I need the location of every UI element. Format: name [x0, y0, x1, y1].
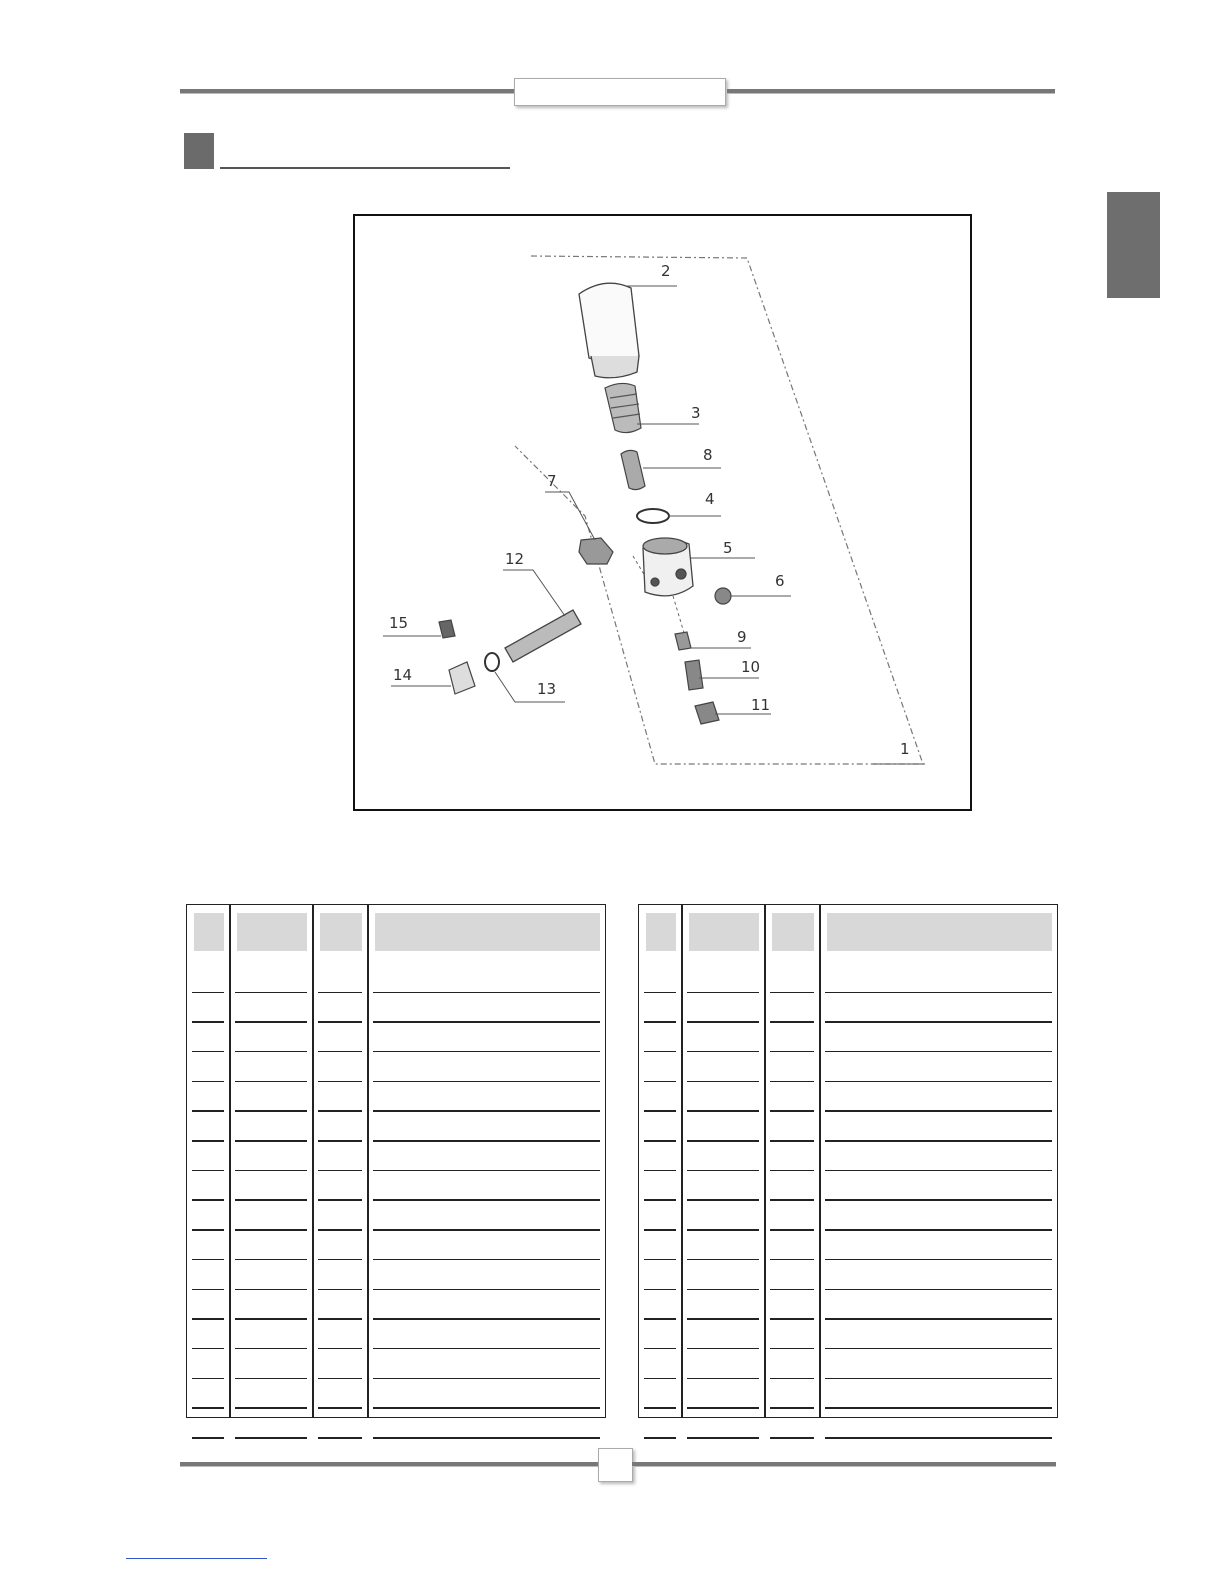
callout-label: 9 [737, 628, 747, 646]
column-header-cell [689, 913, 759, 951]
table-row [187, 1171, 605, 1201]
table-row [639, 1112, 1057, 1142]
part-washer [485, 653, 499, 671]
table-row [187, 993, 605, 1023]
part-plug [715, 588, 731, 604]
table-row [639, 1379, 1057, 1409]
part-elbow [449, 662, 475, 694]
part-body [643, 538, 693, 596]
callout-label: 14 [393, 666, 413, 684]
part-screen-filter [605, 383, 641, 432]
table-row [639, 1141, 1057, 1171]
table-cell [825, 1437, 1052, 1439]
table-row [639, 1290, 1057, 1320]
callout-label: 15 [389, 614, 409, 632]
column-header-cell [827, 913, 1052, 951]
footer-rule-left [180, 1462, 600, 1466]
callout-label: 10 [741, 658, 761, 676]
part-inner-filter [621, 450, 645, 489]
table-row [187, 1201, 605, 1231]
part-nipple [685, 660, 703, 690]
table-cell [192, 1437, 224, 1439]
table-row [187, 1022, 605, 1052]
table-row [187, 1141, 605, 1171]
part-elbow-fitting [695, 702, 719, 724]
table-row [187, 1230, 605, 1260]
callout-label: 6 [775, 572, 785, 590]
footer-page-tab [598, 1448, 633, 1482]
assembly-boundary-line [515, 256, 923, 764]
column-header-cell [194, 913, 224, 951]
callout-label: 5 [723, 539, 733, 557]
table-row [187, 1409, 605, 1439]
callout-label: 13 [537, 680, 557, 698]
table-row [187, 1052, 605, 1082]
table-cell [644, 1437, 676, 1439]
table-row [187, 963, 605, 993]
table-row [639, 993, 1057, 1023]
parts-list-table-left [186, 904, 606, 1418]
column-header-cell [237, 913, 307, 951]
callout-label: 3 [691, 404, 701, 422]
callout-label: 8 [703, 446, 713, 464]
callout-label: 7 [547, 472, 557, 490]
table-row [639, 1409, 1057, 1439]
table-row [639, 1052, 1057, 1082]
table-row [639, 1082, 1057, 1112]
part-o-ring [637, 509, 669, 523]
table-row [639, 1201, 1057, 1231]
section-title-underline [220, 167, 510, 169]
callout-label: 2 [661, 262, 671, 280]
table-cell [687, 1437, 759, 1439]
parts-list-table-right [638, 904, 1058, 1418]
callout-label: 12 [505, 550, 525, 568]
footer-rule-right [632, 1462, 1056, 1466]
chapter-side-tab [1107, 192, 1160, 298]
table-cell [770, 1437, 814, 1439]
table-row [187, 1290, 605, 1320]
table-row [187, 1112, 605, 1142]
callout-label: 1 [900, 740, 910, 758]
column-header-cell [375, 913, 600, 951]
table-row [639, 1349, 1057, 1379]
header-rule-right [727, 89, 1055, 93]
table-row [187, 1349, 605, 1379]
header-rule-left [180, 89, 514, 93]
diagram-drawing [355, 216, 970, 809]
callout-label: 4 [705, 490, 715, 508]
table-row [639, 1230, 1057, 1260]
column-header-cell [320, 913, 362, 951]
table-cell [318, 1437, 362, 1439]
table-cell [373, 1437, 600, 1439]
footer-link-underline [126, 1558, 267, 1559]
part-inlet-fitting [579, 538, 613, 564]
part-cap [579, 283, 639, 378]
table-row [187, 1379, 605, 1409]
part-connector [439, 620, 455, 638]
table-row [639, 1171, 1057, 1201]
section-marker [184, 133, 214, 169]
table-row [187, 1082, 605, 1112]
column-header-cell [772, 913, 814, 951]
part-tube [505, 610, 581, 662]
table-row [187, 1260, 605, 1290]
column-header-cell [646, 913, 676, 951]
callout-label: 11 [751, 696, 771, 714]
table-cell [235, 1437, 307, 1439]
table-row [639, 1260, 1057, 1290]
part-adapter [675, 632, 691, 650]
header-title-tab [514, 78, 726, 106]
table-row [639, 1022, 1057, 1052]
table-row [187, 1319, 605, 1349]
table-row [639, 1319, 1057, 1349]
table-row [639, 963, 1057, 993]
exploded-parts-diagram [353, 214, 972, 811]
